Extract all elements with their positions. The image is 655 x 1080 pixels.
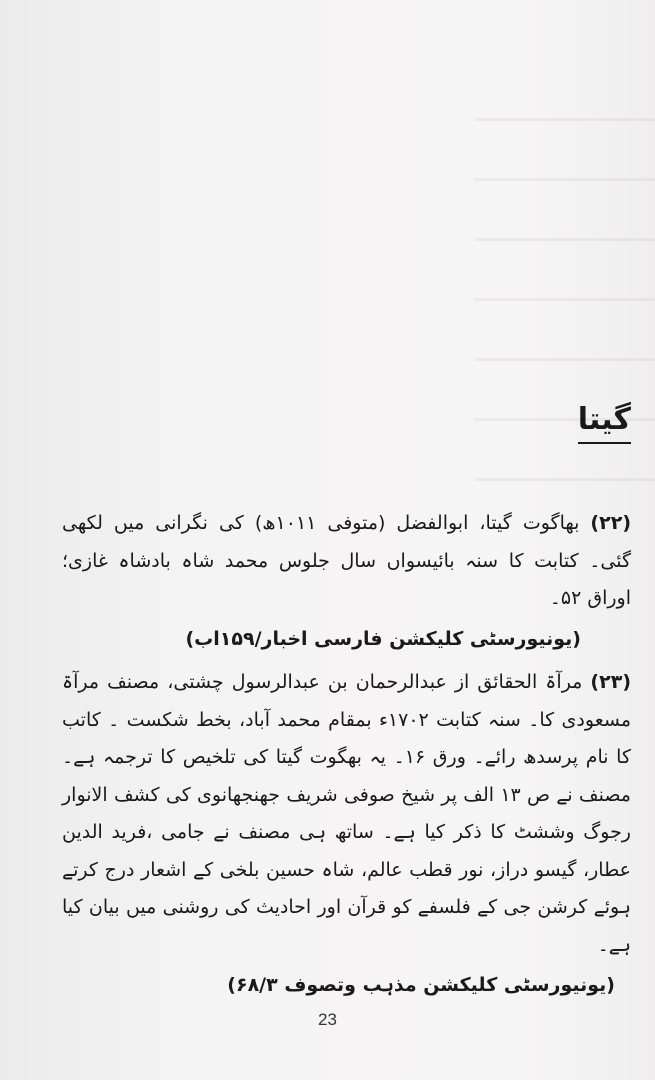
entry-number: (۲۲) [590,512,631,534]
entry-citation: (یونیورسٹی کلیکشن فارسی اخبار/۱۵۹اب) [185,627,581,650]
page-number: 23 [318,1010,337,1029]
entries-body [62,505,631,1011]
entry-number: (۲۳) [590,671,631,693]
section-heading: گیتا [578,400,631,444]
entry-22 [62,505,631,618]
entry-text: بھاگوت گیتا، ابوالفضل (متوفی ۱۰۱۱ھ) کی نگرانی میں لکھی گئی۔ کتابت کا سنہ بائیسواں سال جلوس محمد شاہ بادشاہ غازی؛ اوراق ۵۲۔ [62,512,631,609]
entry-citation: (یونیورسٹی کلیکشن مذہب وتصوف ۶۸/۳) [227,974,615,996]
entry-23 [62,664,631,964]
entry-text: مرآۃ الحقائق از عبدالرحمان بن عبدالرسول چشتی، مصنف مرآۃ مسعودی کا۔ سنہ کتابت ۱۷۰۲ء بمقام محمد آباد، بخط شکست ۔ کاتب کا نام پرسدھ رائے۔ ورق ۱۶۔ یہ بھگوت گیتا کی تلخیص کا ترجمہ ہے۔ مصنف نے ص ۱۳ الف پر شیخ صوفی شریف جھنجھانوی کی کشف الانوار رجوگ وششٹ کا ذکر کیا ہے۔ ساتھ ہی مصنف نے جامی ،فرید الدین عطار، گیسو دراز، نور قطب عالم، شاہ حسین بلخی کے اشعار درج کرتے ہوئے کرشن جی کے فلسفے کو قرآن اور احادیث کی روشنی میں بیان کیا ہے۔ [62,671,632,956]
